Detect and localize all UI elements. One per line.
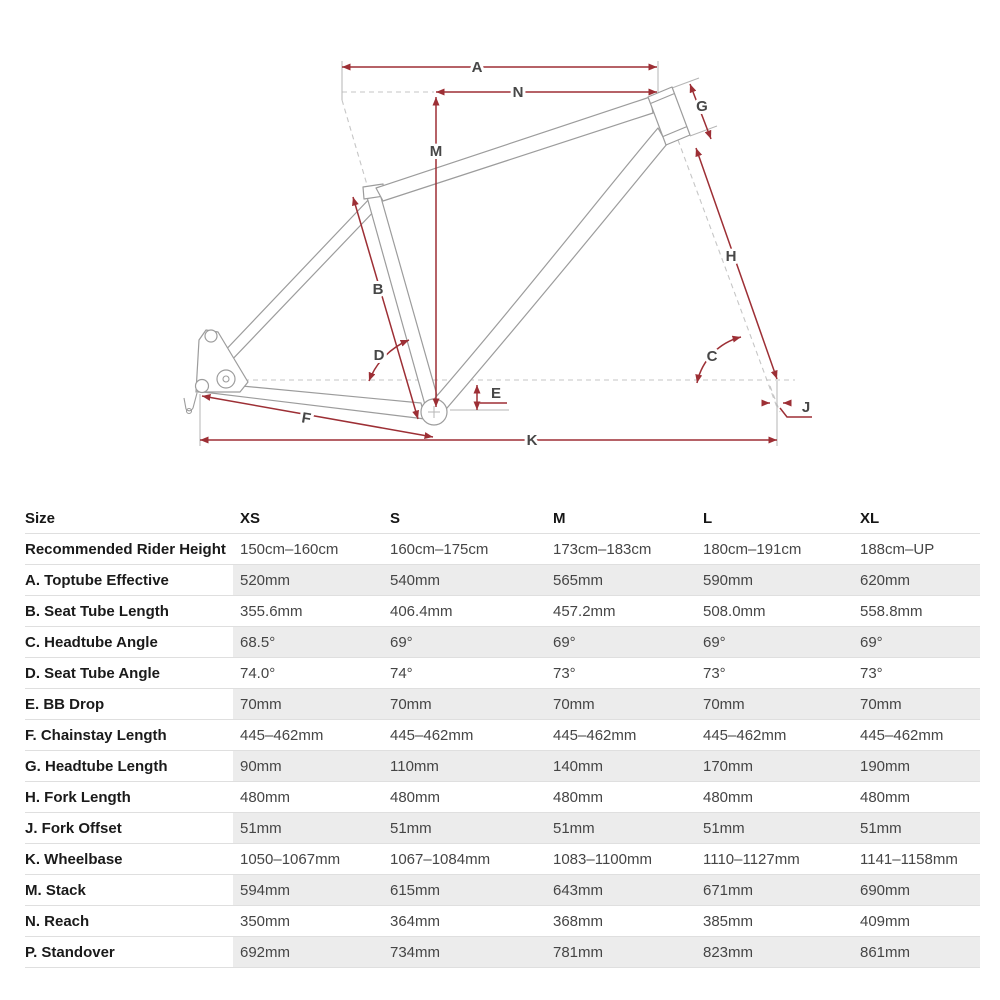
spec-row-standover (25, 937, 980, 968)
spec-value: 68.5° (233, 627, 383, 658)
spec-row-headtube-length (25, 751, 980, 782)
dim-label-stack: M (429, 143, 443, 160)
dim-label-headtube-length: G (696, 98, 708, 115)
dim-label-seat-tube-angle: D (373, 347, 385, 364)
spec-value: 480mm (390, 788, 441, 806)
spec-value: 1110–1127mm (703, 850, 800, 868)
spec-value: 565mm (546, 565, 696, 596)
spec-value: 69° (696, 627, 853, 658)
column-header-m: M (546, 503, 696, 534)
spec-value: 73° (553, 664, 576, 682)
spec-value: 692mm (233, 937, 383, 968)
spec-value: 480mm (553, 788, 604, 806)
dim-label-fork-offset: J (801, 399, 811, 416)
spec-value: 445–462mm (553, 726, 637, 744)
spec-value: 160cm–175cm (390, 540, 489, 558)
spec-value: 74.0° (240, 664, 276, 682)
spec-value: 70mm (546, 689, 696, 720)
spec-value: 73° (860, 664, 883, 682)
seat-tube (367, 194, 440, 412)
spec-row-chainstay-length (25, 720, 980, 751)
spec-value: 480mm (240, 788, 291, 806)
spec-value: 140mm (546, 751, 696, 782)
dim-label-toptube-effective: A (471, 59, 483, 76)
spec-value: 51mm (233, 813, 383, 844)
spec-value: 734mm (383, 937, 546, 968)
spec-value: 69° (383, 627, 546, 658)
dim-label-headtube-angle: C (706, 348, 718, 365)
row-label: P. Standover (25, 937, 233, 968)
row-label: C. Headtube Angle (25, 627, 233, 658)
spec-row-fork-length (25, 782, 980, 813)
dim-label-chainstay-length: F (300, 409, 313, 428)
spec-value: 671mm (696, 875, 853, 906)
spec-value: 480mm (860, 788, 911, 806)
spec-row-rider-height (25, 534, 980, 565)
row-label: N. Reach (25, 906, 233, 937)
spec-value: 781mm (546, 937, 696, 968)
spec-value: 364mm (390, 912, 441, 930)
spec-value: 355.6mm (240, 602, 303, 620)
spec-row-bb-drop (25, 689, 980, 720)
spec-value: 861mm (853, 937, 980, 968)
row-label: G. Headtube Length (25, 751, 233, 782)
spec-value: 540mm (383, 565, 546, 596)
spec-value: 590mm (696, 565, 853, 596)
spec-value: 69° (853, 627, 980, 658)
row-label: E. BB Drop (25, 689, 233, 720)
spec-value: 385mm (703, 912, 754, 930)
spec-value: 173cm–183cm (553, 540, 652, 558)
spec-row-toptube-effective (25, 565, 980, 596)
row-label: Recommended Rider Height (25, 534, 233, 565)
row-label: B. Seat Tube Length (25, 596, 233, 627)
header-row (25, 503, 980, 534)
spec-value: 615mm (383, 875, 546, 906)
spec-value: 110mm (383, 751, 546, 782)
spec-value: 643mm (546, 875, 696, 906)
spec-value: 1067–1084mm (390, 850, 491, 868)
spec-value: 480mm (703, 788, 754, 806)
spec-value: 409mm (860, 912, 911, 930)
row-label: F. Chainstay Length (25, 720, 233, 751)
column-header-s: S (383, 503, 546, 534)
spec-value: 188cm–UP (860, 540, 935, 558)
row-label: J. Fork Offset (25, 813, 233, 844)
spec-value: 445–462mm (860, 726, 944, 744)
spec-value: 445–462mm (390, 726, 474, 744)
spec-row-seat-tube-length (25, 596, 980, 627)
spec-value: 823mm (696, 937, 853, 968)
geometry-spec-table (25, 503, 980, 968)
row-label: A. Toptube Effective (25, 565, 233, 596)
column-header-l: L (696, 503, 853, 534)
spec-value: 1083–1100mm (553, 850, 652, 868)
spec-value: 51mm (853, 813, 980, 844)
spec-row-wheelbase (25, 844, 980, 875)
spec-value: 594mm (233, 875, 383, 906)
row-label: H. Fork Length (25, 782, 233, 813)
spec-value: 70mm (696, 689, 853, 720)
spec-value: 70mm (853, 689, 980, 720)
spec-value: 558.8mm (860, 602, 923, 620)
spec-value: 406.4mm (390, 602, 453, 620)
spec-value: 190mm (853, 751, 980, 782)
spec-value: 1141–1158mm (860, 850, 958, 868)
spec-value: 690mm (853, 875, 980, 906)
spec-value: 457.2mm (553, 602, 616, 620)
spec-value: 69° (546, 627, 696, 658)
spec-value: 150cm–160cm (240, 540, 339, 558)
spec-row-seat-tube-angle (25, 658, 980, 689)
spec-row-fork-offset (25, 813, 980, 844)
dim-label-fork-length: H (725, 248, 737, 265)
spec-value: 70mm (383, 689, 546, 720)
spec-value: 51mm (383, 813, 546, 844)
row-label: K. Wheelbase (25, 844, 233, 875)
spec-value: 90mm (233, 751, 383, 782)
spec-value: 520mm (233, 565, 383, 596)
spec-value: 350mm (240, 912, 291, 930)
dim-label-wheelbase: K (526, 432, 538, 449)
column-header-xs: XS (233, 503, 383, 534)
spec-value: 74° (390, 664, 413, 682)
spec-value: 51mm (546, 813, 696, 844)
spec-row-headtube-angle (25, 627, 980, 658)
column-header-xl: XL (853, 503, 980, 534)
spec-value: 620mm (853, 565, 980, 596)
spec-value: 1050–1067mm (240, 850, 341, 868)
spec-value: 445–462mm (240, 726, 324, 744)
row-label: D. Seat Tube Angle (25, 658, 233, 689)
spec-value: 51mm (696, 813, 853, 844)
spec-value: 73° (703, 664, 726, 682)
column-header-size: Size (25, 503, 233, 534)
spec-value: 445–462mm (703, 726, 787, 744)
spec-row-reach (25, 906, 980, 937)
bike-geometry-diagram (0, 0, 1000, 480)
spec-value: 70mm (233, 689, 383, 720)
dim-label-bb-drop: E (490, 385, 502, 402)
spec-value: 170mm (696, 751, 853, 782)
dim-label-reach: N (512, 84, 524, 101)
dim-label-seat-tube-length: B (372, 281, 384, 298)
spec-row-stack (25, 875, 980, 906)
spec-value: 368mm (553, 912, 604, 930)
spec-value: 508.0mm (703, 602, 766, 620)
bike-frame (184, 87, 690, 428)
row-label: M. Stack (25, 875, 233, 906)
spec-value: 180cm–191cm (703, 540, 802, 558)
